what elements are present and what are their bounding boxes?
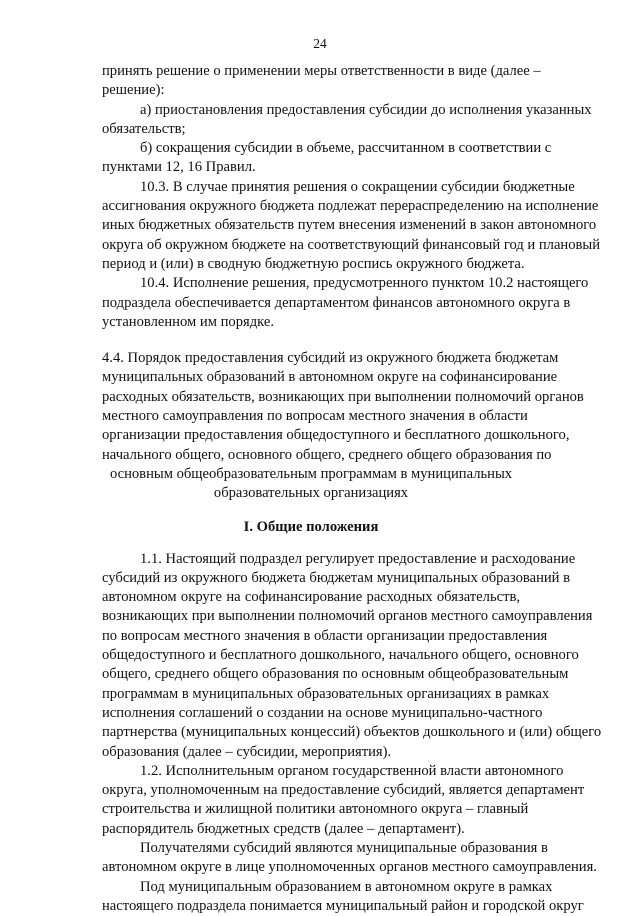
text-line: программам в муниципальных образовательных организациях в рамках [102,685,550,702]
text-line: решение): [102,82,165,99]
text-line: округа, уполномоченным на предоставление субсидий, является департамент [102,782,585,799]
text-line: возникающих при выполнении полномочий органов местного самоуправления [102,608,593,625]
text-line: общего, среднего общего образования по основным общеобразовательным [102,666,569,683]
text-line: распорядитель бюджетных средств (далее – департамент). [102,820,465,837]
text-line: местного самоуправления по вопросам местного значения в области [102,408,528,425]
text-line: 1.2. Исполнительным органом государственной власти автономного [140,762,564,779]
text-line: принять решение о применении меры ответственности в виде (далее – [102,63,541,79]
section-title [102,349,584,503]
text-line: 10.3. В случае принятия решения о сокращении субсидии бюджетные [140,178,575,195]
text-line: строительства и жилищной политики автономного округа – главный [102,801,529,818]
page-content [102,62,602,916]
paragraphs-block-1 [102,62,601,332]
text-line: организации предоставления общедоступного и бесплатного дошкольного, [102,427,570,444]
text-line: основным общеобразовательным программам в муниципальных [109,465,513,482]
text-line: автономном округе в лице уполномоченных органов местного самоуправления. [102,859,597,876]
text-line: иных бюджетных обязательств путем внесения изменений в закон автономного [102,217,597,234]
text-line: образовательных организациях [213,485,409,502]
text-line: установленном им порядке. [102,313,274,330]
text-line: б) сокращения субсидии в объеме, рассчитанном в соответствии с [140,140,552,157]
paragraphs-block-2 [102,550,602,916]
text-line: начального общего, основного общего, среднего общего образования по [102,446,552,463]
text-line: настоящего подраздела понимается муниципальный район и городской округ [102,897,584,914]
text-line: Под муниципальным образованием в автономном округе в рамках [140,878,553,895]
text-line: автономном округе на софинансирование расходных обязательств, [102,589,520,606]
text-line: период и (или) в сводную бюджетную роспись окружного бюджета. [102,255,525,272]
text-line: образования (далее – субсидии, мероприятия). [102,743,392,760]
page-number: 24 [313,36,327,51]
text-line: общедоступного и бесплатного дошкольного, начального общего, основного [102,647,579,664]
text-line: субсидий из окружного бюджета бюджетам муниципальных образований в [102,569,571,586]
text-line: Получателями субсидий являются муниципальные образования в [140,839,548,856]
text-line: муниципальных образований в автономном округе на софинансирование [102,369,558,386]
text-line: подраздела обеспечивается департаментом финансов автономного округа в [102,294,571,311]
text-line: партнерства (муниципальных концессий) объектов дошкольного и (или) общего [102,724,602,741]
text-line: обязательств; [102,120,186,137]
text-line: по вопросам местного значения в области организации предоставления [102,627,548,644]
text-line: 4.4. Порядок предоставления субсидий из окружного бюджета бюджетам [102,350,559,367]
text-line: расходных обязательств, возникающих при выполнении полномочий органов [102,388,584,405]
text-line: 10.4. Исполнение решения, предусмотренного пунктом 10.2 настоящего [140,275,589,292]
text-line: а) приостановления предоставления субсидии до исполнения указанных [140,101,592,118]
text-line: 1.1. Настоящий подраздел регулирует предоставление и расходование [140,550,576,567]
text-line: округа об окружном бюджете на соответствующий финансовый год и плановый [102,236,601,253]
text-line: пунктами 12, 16 Правил. [102,159,256,176]
section-heading: I. Общие положения [243,518,379,535]
text-line: ассигнования окружного бюджета подлежат перераспределению на исполнение [102,198,599,215]
text-line: исполнения соглашений о создании на основе муниципально-частного [102,704,543,721]
